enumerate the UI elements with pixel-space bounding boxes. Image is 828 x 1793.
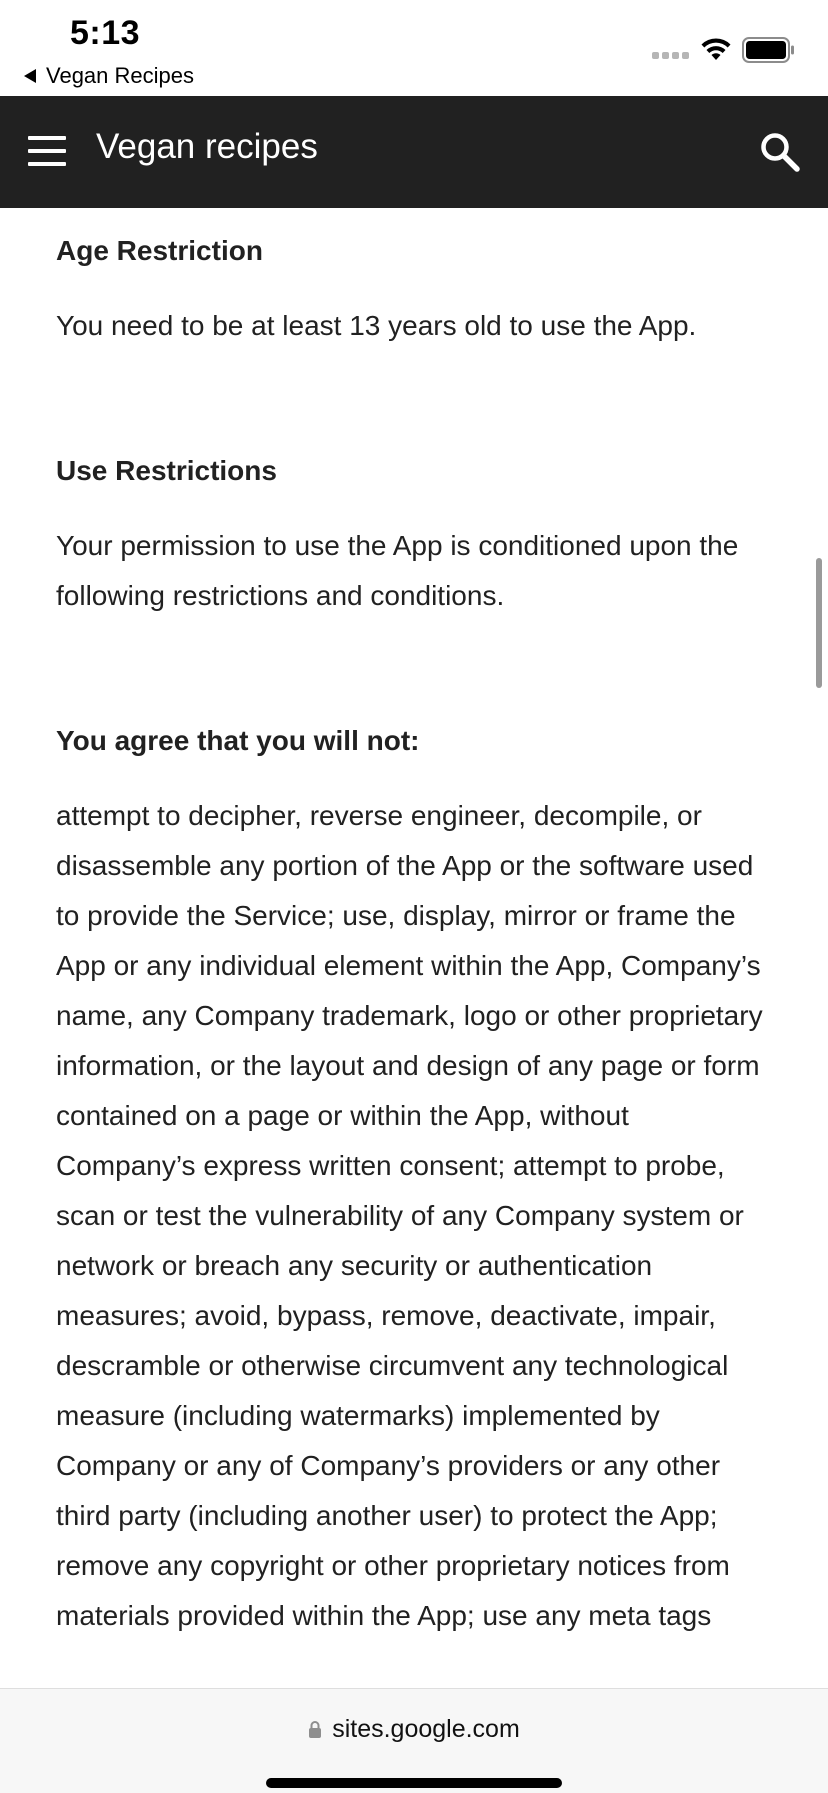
wifi-icon bbox=[700, 36, 732, 62]
app-header bbox=[0, 96, 828, 208]
back-to-app-label: Vegan Recipes bbox=[46, 63, 194, 88]
cellular-signal-icon bbox=[652, 52, 689, 59]
section-heading-you-agree: You agree that you will not: bbox=[56, 725, 420, 756]
back-arrow-icon bbox=[24, 69, 36, 83]
section-body-use-restrictions: Your permission to use the App is conditioned upon the following restrictions and conditions. bbox=[56, 530, 739, 611]
url-text: sites.google.com bbox=[332, 1715, 520, 1743]
section-body-age-restriction: You need to be at least 13 years old to use the App. bbox=[56, 310, 697, 341]
battery-icon bbox=[742, 37, 796, 63]
hamburger-menu-icon[interactable] bbox=[28, 134, 68, 170]
site-title[interactable]: Vegan recipes bbox=[96, 127, 318, 166]
scrollbar-thumb[interactable] bbox=[816, 558, 822, 688]
status-time: 5:13 bbox=[70, 14, 141, 52]
section-body-you-agree: attempt to decipher, reverse engineer, decompile, or disassemble any portion of the App or the software used to provide the Service; use, display, mirror or frame the App or any individual element within the App, Company’s name, any Company trademark, logo or other proprietary information, or the layout and design of any page or form contained on a page or within the App, without Company’s express written consent; attempt to probe, scan or test the vulnerability of any Company system or network or breach any security or authentication measures; avoid, bypass, remove, deactivate, impair, descramble or otherwise circumvent any technological measure (including watermarks) implemented by Company or any of Company’s providers or any other third party (including another user) to protect the App; remove any copyright or other proprietary notices from materials provided within the App; use any meta tags bbox=[56, 800, 763, 1631]
section-heading-use-restrictions: Use Restrictions bbox=[56, 455, 277, 486]
status-bar bbox=[0, 0, 828, 96]
url-row[interactable] bbox=[0, 1715, 828, 1744]
lock-icon bbox=[308, 1720, 322, 1739]
home-indicator[interactable] bbox=[266, 1778, 562, 1788]
back-to-app-link[interactable] bbox=[24, 62, 194, 90]
section-heading-age-restriction: Age Restriction bbox=[56, 235, 263, 266]
search-icon[interactable] bbox=[758, 130, 802, 174]
